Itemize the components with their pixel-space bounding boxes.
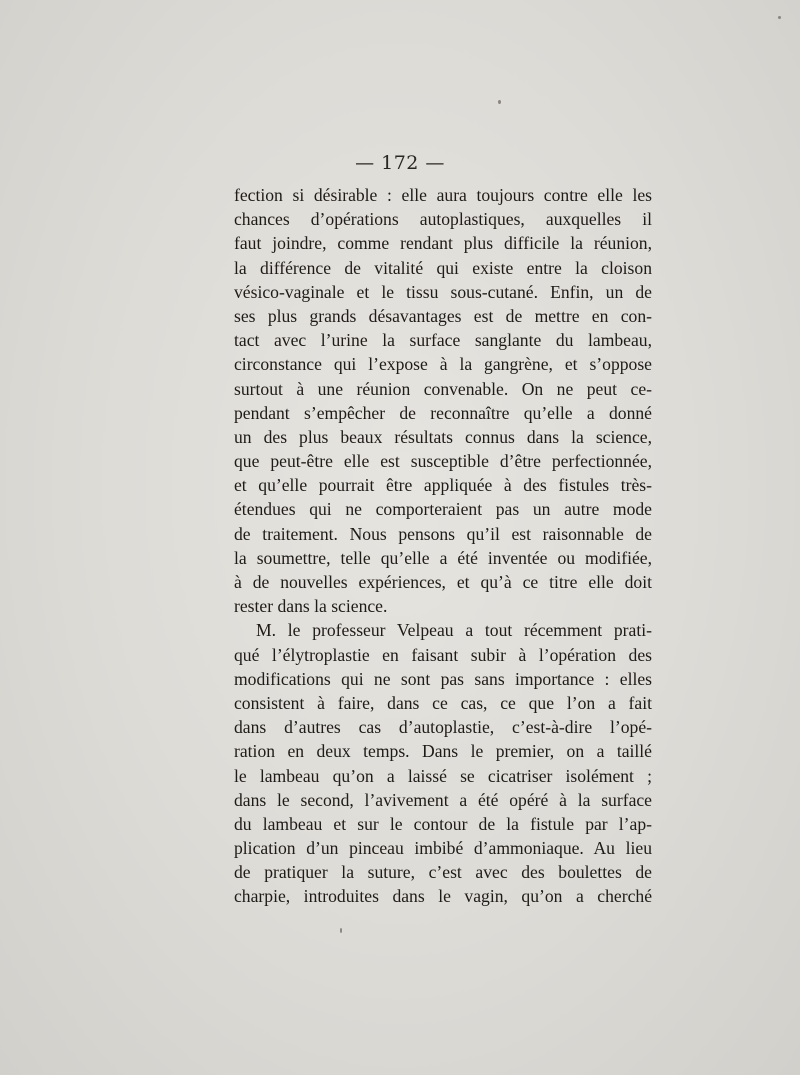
text-line: rester dans la science. xyxy=(234,596,388,617)
text-line: et qu’elle pourrait être appliquée à des fistules très- xyxy=(234,475,652,496)
text-line: le lambeau qu’on a laissé se cicatriser isolément ; xyxy=(234,765,652,786)
text-line: vésico-vaginale et le tissu sous-cutané. Enfin, un de xyxy=(234,281,652,302)
body-text xyxy=(234,183,652,909)
text-line: M. le professeur Velpeau a tout récemment prati- xyxy=(256,620,652,641)
text-line: du lambeau et sur le contour de la fistule par l’ap- xyxy=(234,813,652,834)
text-line: fection si désirable : elle aura toujours contre elle les xyxy=(234,185,652,205)
text-line: chances d’opérations autoplastiques, auxquelles il xyxy=(234,209,652,230)
text-line: ses plus grands désavantages est de mettre en con- xyxy=(234,305,652,326)
text-line: de pratiquer la suture, c’est avec des boulettes de xyxy=(234,862,652,883)
text-line: consistent à faire, dans ce cas, ce que l’on a fait xyxy=(234,692,652,713)
text-line: surtout à une réunion convenable. On ne peut ce- xyxy=(234,378,652,399)
text-line: charpie, introduites dans le vagin, qu’on a cherché xyxy=(234,886,652,907)
text-line: pendant s’empêcher de reconnaître qu’elle a donné xyxy=(234,402,652,423)
text-line: qué l’élytroplastie en faisant subir à l’opération des xyxy=(234,644,652,665)
text-line: plication d’un pinceau imbibé d’ammoniaque. Au lieu xyxy=(234,838,652,859)
paper-speck xyxy=(498,100,501,104)
paper-speck xyxy=(340,928,342,933)
text-line: que peut-être elle est susceptible d’être perfectionnée, xyxy=(234,451,652,472)
text-line: à de nouvelles expériences, et qu’à ce titre elle doit xyxy=(234,572,652,592)
page-number: — 172 — xyxy=(355,152,445,174)
text-line: ration en deux temps. Dans le premier, on a taillé xyxy=(234,741,652,762)
text-line: un des plus beaux résultats connus dans la science, xyxy=(234,426,652,447)
text-line: de traitement. Nous pensons qu’il est raisonnable de xyxy=(234,523,652,544)
text-line: tact avec l’urine la surface sanglante du lambeau, xyxy=(234,330,652,351)
text-line: dans d’autres cas d’autoplastie, c’est-à-dire l’opé- xyxy=(234,717,652,738)
text-line: la soumettre, telle qu’elle a été inventée ou modifiée, xyxy=(234,547,652,568)
text-line: modifications qui ne sont pas sans importance : elles xyxy=(234,668,652,689)
text-line: étendues qui ne comporteraient pas un autre mode xyxy=(234,499,652,520)
text-line: faut joindre, comme rendant plus difficile la réunion, xyxy=(234,233,652,254)
text-line: la différence de vitalité qui existe entre la cloison xyxy=(234,257,652,278)
text-line: circonstance qui l’expose à la gangrène, et s’oppose xyxy=(234,354,652,375)
text-line: dans le second, l’avivement a été opéré à la surface xyxy=(234,789,652,810)
paper-speck xyxy=(778,16,781,19)
